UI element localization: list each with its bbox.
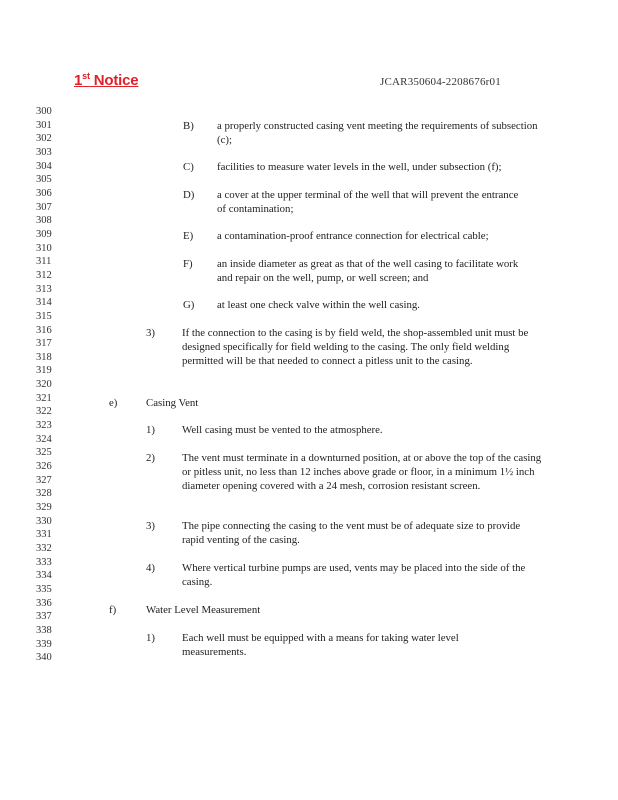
line-number: 301 <box>36 119 52 131</box>
line-number: 321 <box>36 392 52 404</box>
line-number: 336 <box>36 597 52 609</box>
item-label-f: F) <box>183 258 193 270</box>
line-number: 319 <box>36 365 52 377</box>
item-text-b: a properly constructed casing vent meeting the requirements of subsection (c); <box>217 120 538 146</box>
line-number: 300 <box>36 106 52 117</box>
notice-word: Notice <box>93 72 139 89</box>
line-number: 340 <box>36 652 52 664</box>
line-number: 326 <box>36 461 52 473</box>
paragraph-label-3: 3) <box>146 327 155 339</box>
casing-vent-item-text-3: The pipe connecting the casing to the vent must be of adequate size to provide rapid venting of the casing. <box>182 520 521 546</box>
line-number: 307 <box>36 201 52 213</box>
section-label-e: e) <box>109 397 118 409</box>
line-number: 313 <box>36 283 52 295</box>
line-number: 338 <box>36 624 52 636</box>
notice-heading <box>74 71 138 89</box>
line-number: 314 <box>36 297 52 309</box>
line-number: 323 <box>36 420 52 432</box>
line-number: 317 <box>36 338 52 350</box>
line-number: 312 <box>36 269 52 281</box>
line-numbers-column <box>36 105 66 665</box>
casing-vent-item-label-4: 4) <box>146 562 155 574</box>
water-level-item-text-1: Each well must be equipped with a means for taking water level measurements. <box>182 632 459 658</box>
casing-vent-item-text-2: The vent must terminate in a downturned position, at or above the top of the casing or pitless unit, no less than 12 inches above grade or floor, in a minimum 1½ inch diameter opening covered with a 24 mesh, corrosion resistant screen. <box>182 452 542 492</box>
item-text-g: at least one check valve within the well casing. <box>217 299 420 311</box>
line-number: 305 <box>36 174 52 186</box>
item-text-c: facilities to measure water levels in the well, under subsection (f); <box>217 161 502 173</box>
item-label-b: B) <box>183 120 194 132</box>
line-number: 306 <box>36 187 52 199</box>
line-number: 325 <box>36 447 52 459</box>
line-number: 320 <box>36 379 52 391</box>
casing-vent-item-label-2: 2) <box>146 452 155 464</box>
item-label-d: D) <box>183 189 195 201</box>
casing-vent-item-text-4: Where vertical turbine pumps are used, vents may be placed into the side of the casing. <box>182 562 526 588</box>
line-number: 327 <box>36 474 52 486</box>
item-text-f: an inside diameter as great as that of the well casing to facilitate work and repair on the well, pump, or well screen; and <box>217 258 519 284</box>
casing-vent-item-label-3: 3) <box>146 520 155 532</box>
casing-vent-item-label-1: 1) <box>146 424 155 436</box>
line-number: 334 <box>36 570 52 582</box>
line-number: 329 <box>36 502 52 514</box>
line-number: 310 <box>36 242 52 254</box>
item-label-c: C) <box>183 161 194 173</box>
item-label-g: G) <box>183 299 195 311</box>
line-number: 333 <box>36 556 52 568</box>
notice-ordinal: 1 <box>74 72 83 89</box>
document-id: JCAR350604-2208676r01 <box>380 76 501 88</box>
line-number: 316 <box>36 324 52 336</box>
water-level-item-label-1: 1) <box>146 632 155 644</box>
line-number: 324 <box>36 433 52 445</box>
section-heading-casing-vent: Casing Vent <box>146 397 199 409</box>
item-text-e: a contamination-proof entrance connection for electrical cable; <box>217 230 489 242</box>
line-number: 309 <box>36 228 52 240</box>
item-text-d: a cover at the upper terminal of the well that will prevent the entrance of contamination; <box>217 189 519 215</box>
line-number: 335 <box>36 583 52 595</box>
line-number: 311 <box>36 256 52 268</box>
paragraph-text-3: If the connection to the casing is by field weld, the shop-assembled unit must be designed specifically for field welding to the casing. The only field welding permitted will be that needed to connect a pitless unit to the casing. <box>182 327 529 367</box>
line-number: 302 <box>36 133 52 145</box>
casing-vent-item-text-1: Well casing must be vented to the atmosphere. <box>182 424 383 436</box>
section-heading-water-level: Water Level Measurement <box>146 604 261 616</box>
line-number: 330 <box>36 515 52 527</box>
line-number: 318 <box>36 351 52 363</box>
section-label-f: f) <box>109 604 117 616</box>
line-number: 315 <box>36 310 52 322</box>
line-number: 322 <box>36 406 52 418</box>
line-number: 303 <box>36 146 52 158</box>
line-number: 339 <box>36 638 52 650</box>
line-number: 331 <box>36 529 52 541</box>
line-number: 304 <box>36 160 52 172</box>
item-label-e: E) <box>183 230 194 242</box>
line-number: 328 <box>36 488 52 500</box>
line-number: 332 <box>36 543 52 554</box>
line-number: 308 <box>36 215 52 227</box>
notice-ordinal-suffix: st <box>82 71 90 81</box>
line-number: 337 <box>36 611 52 623</box>
